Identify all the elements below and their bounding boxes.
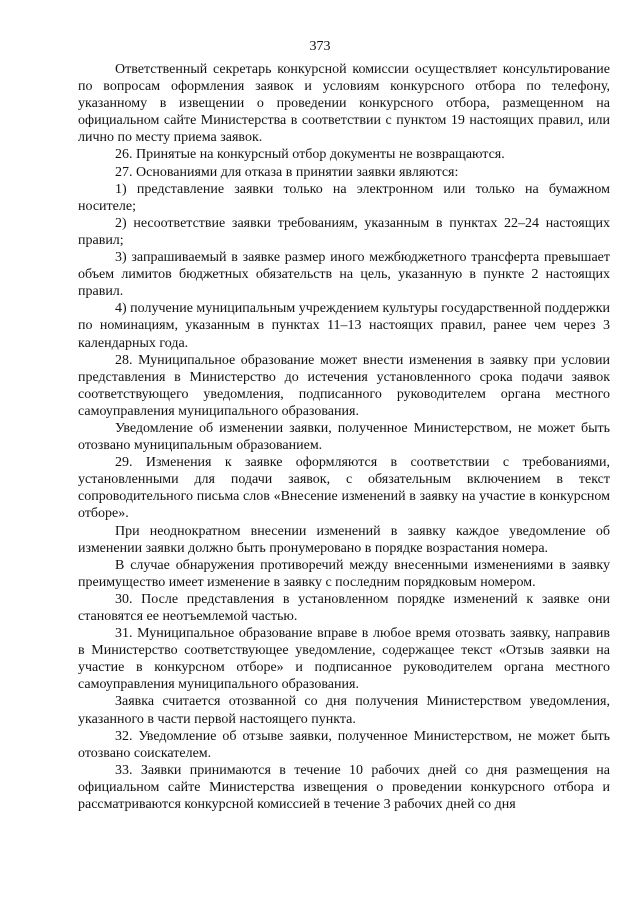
paragraph-item-28: 28. Муниципальное образование может внести изменения в заявку при условии представления в Министерство до истечения установленного срока подачи заявок соответствующего уведомления, подписанного руководителем органа местного самоуправления муниципального образования.	[78, 352, 610, 419]
paragraph-item-32: 32. Уведомление об отзыве заявки, полученное Министерством, не может быть отозвано соискателем.	[78, 728, 610, 761]
paragraph-item-29-numbering: При неоднократном внесении изменений в заявку каждое уведомление об изменении заявки должно быть пронумеровано в порядке возрастания номера.	[78, 523, 610, 556]
paragraph-item-33: 33. Заявки принимаются в течение 10 рабочих дней со дня размещения на официальном сайте Министерства извещения о проведении конкурсного отбора и рассматриваются конкурсной комиссией в течение 3 рабочих дней со дня	[78, 762, 610, 813]
paragraph-item-31-withdrawn: Заявка считается отозванной со дня получения Министерством уведомления, указанного в части первой настоящего пункта.	[78, 694, 610, 727]
paragraph-item-27-4: 4) получение муниципальным учреждением культуры государственной поддержки по номинациям, указанным в пунктах 11–13 настоящих правил, ранее чем через 3 календарных года.	[78, 301, 610, 351]
paragraph-item-27-2: 2) несоответствие заявки требованиям, указанным в пунктах 22–24 настоящих правил;	[78, 215, 610, 248]
paragraph-item-27: 27. Основаниями для отказа в принятии заявки являются:	[115, 164, 459, 180]
paragraph-consultation: Ответственный секретарь конкурсной комиссии осуществляет консультирование по вопросам оформления заявок и условиям конкурсного отбора по телефону, указанному в извещении о проведении конкурсного отбора, размещенном на официальном сайте Министерства в соответствии с пунктом 19 настоящих правил, или лично по месту приема заявок.	[78, 62, 610, 146]
paragraph-item-29: 29. Изменения к заявке оформляются в соответствии с требованиями, установленными для подачи заявок, с обязательным включением в текст сопроводительного письма слов «Внесение изменений в заявку на участие в конкурсном отборе».	[78, 455, 610, 522]
paragraph-item-30: 30. После представления в установленном порядке изменений к заявке они становятся ее неотъемлемой частью.	[78, 591, 610, 624]
paragraph-item-26: 26. Принятые на конкурсный отбор документы не возвращаются.	[115, 147, 505, 163]
paragraph-item-27-3: 3) запрашиваемый в заявке размер иного межбюджетного трансферта превышает объем лимитов бюджетных обязательств на цель, указанную в пункте 2 настоящих правил.	[78, 250, 610, 300]
page-number: 373	[309, 39, 331, 54]
paragraph-item-27-1: 1) представление заявки только на электронном или только на бумажном носителе;	[78, 181, 610, 214]
paragraph-item-31: 31. Муниципальное образование вправе в любое время отозвать заявку, направив в Министерство соответствующее уведомление, содержащее текст «Отзыв заявки на участие в конкурсном отборе» и подписанное руководителем органа местного самоуправления муниципального образования.	[78, 626, 610, 693]
paragraph-item-29-conflicts: В случае обнаружения противоречий между внесенными изменениями в заявку преимущество имеет изменение в заявку с последним порядковым номером.	[78, 557, 610, 590]
document-body	[78, 61, 610, 813]
paragraph-item-28-notice: Уведомление об изменении заявки, полученное Министерством, не может быть отозвано муниципальным образованием.	[78, 420, 610, 454]
